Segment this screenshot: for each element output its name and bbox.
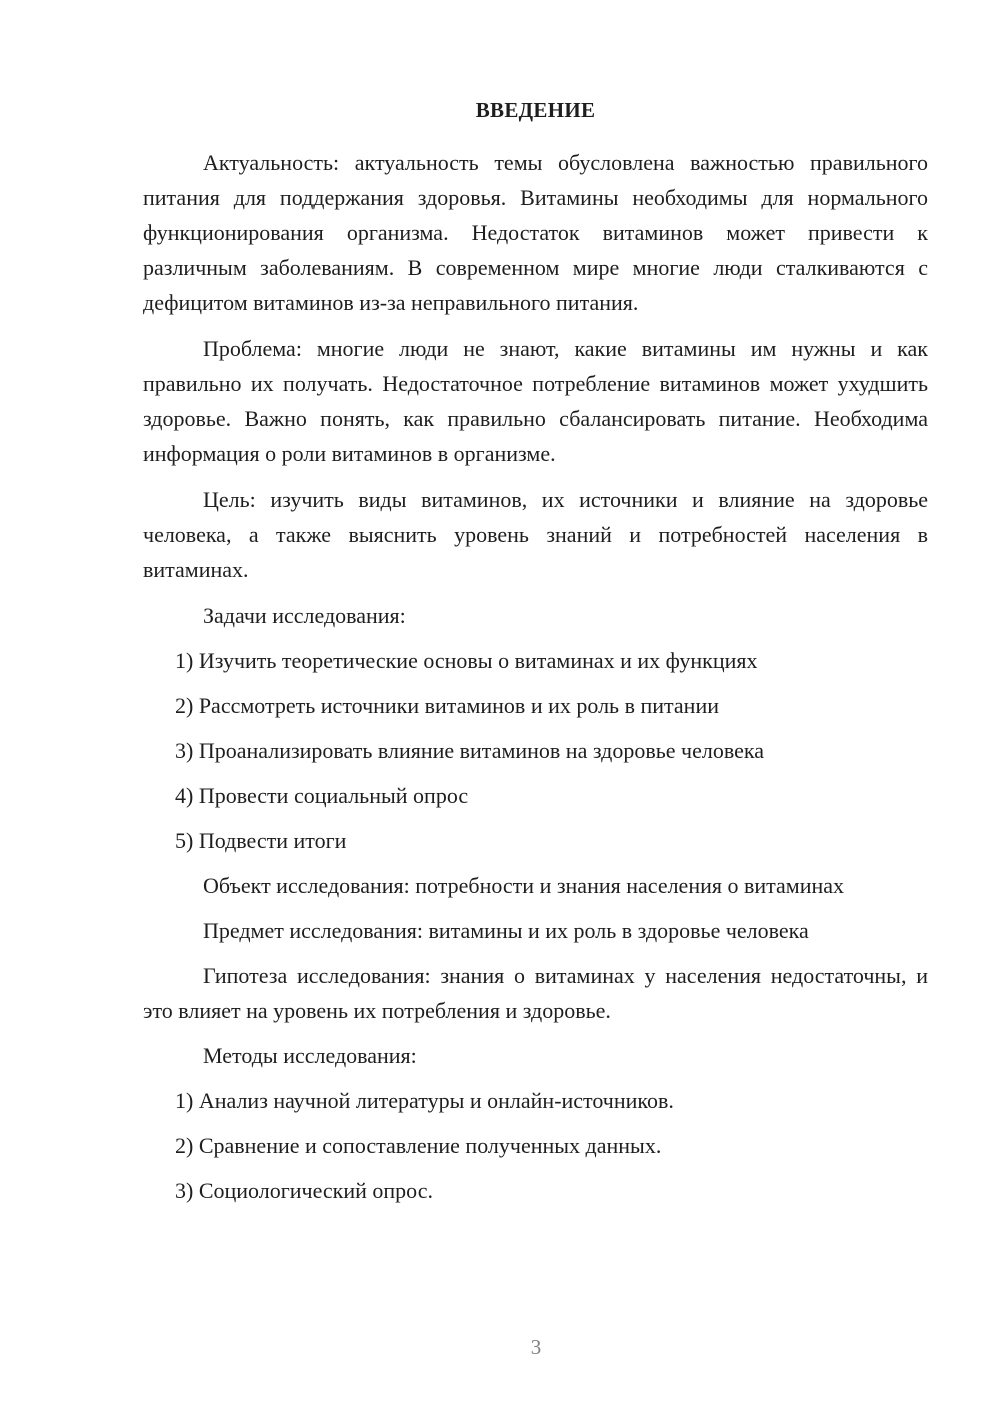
method-item-1: 1) Анализ научной литературы и онлайн-источников. xyxy=(175,1088,674,1113)
document-body xyxy=(143,95,928,1208)
section-title: ВВЕДЕНИЕ xyxy=(475,98,596,122)
problem-paragraph: Проблема: многие люди не знают, какие витамины им нужны и как правильно их получать. Недостаточное потребление витаминов может ухудшить здоровье. Важно понять, как правильно сбалансировать питание. Необходима информация о роли витаминов в организме. xyxy=(143,336,928,466)
method-item-2: 2) Сравнение и сопоставление полученных данных. xyxy=(175,1133,662,1158)
goal-paragraph: Цель: изучить виды витаминов, их источники и влияние на здоровье человека, а также выяснить уровень знаний и потребностей населения в витаминах. xyxy=(143,487,928,582)
object-line: Объект исследования: потребности и знания населения о витаминах xyxy=(203,873,845,898)
task-item-2: 2) Рассмотреть источники витаминов и их роль в питании xyxy=(175,693,719,718)
task-item-3: 3) Проанализировать влияние витаминов на здоровье человека xyxy=(175,738,764,763)
relevance-paragraph: Актуальность: актуальность темы обусловлена важностью правильного питания для поддержания здоровья. Витамины необходимы для нормального функционирования организма. Недостаток витаминов может привести к различным заболеваниям. В современном мире многие люди сталкиваются с дефицитом витаминов из-за неправильного питания. xyxy=(143,150,928,315)
hypothesis-paragraph: Гипотеза исследования: знания о витаминах у населения недостаточны, и это влияет на уровень их потребления и здоровье. xyxy=(143,963,928,1023)
task-item-4: 4) Провести социальный опрос xyxy=(175,783,469,808)
task-item-5: 5) Подвести итоги xyxy=(175,828,347,853)
tasks-heading: Задачи исследования: xyxy=(203,603,406,628)
page-number: 3 xyxy=(530,1335,542,1359)
method-item-3: 3) Социологический опрос. xyxy=(175,1178,433,1203)
subject-line: Предмет исследования: витамины и их роль в здоровье человека xyxy=(203,918,809,943)
task-item-1: 1) Изучить теоретические основы о витаминах и их функциях xyxy=(175,648,758,673)
methods-heading: Методы исследования: xyxy=(203,1043,417,1068)
